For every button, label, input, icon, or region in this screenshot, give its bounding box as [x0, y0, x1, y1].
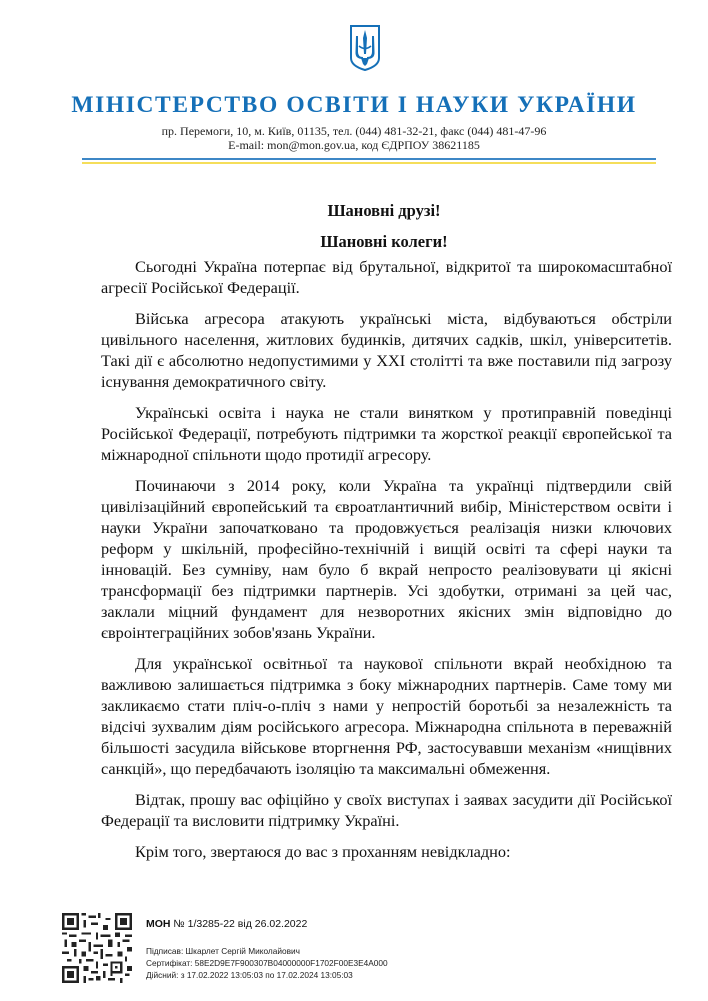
paragraph: Війська агресора атакують українські міста, відбуваються обстріли цивільного населення, житлових будинків, дитячих садків, шкіл, університетів. Такі дії є абсолютно недопустимими у XXI столітті та вже поставили під загрозу існування демократичного світу.	[101, 309, 672, 391]
registration-number	[146, 918, 307, 930]
paragraph: Відтак, прошу вас офіційно у своїх виступах і заявах засудити дії Російської Федерації та висловити підтримку Україні.	[101, 790, 672, 830]
ministry-contacts: E-mail: mon@mon.gov.ua, код ЄДРПОУ 38621185	[228, 138, 480, 152]
salutation: Шановні колеги!	[320, 232, 448, 251]
registration-number-value: № 1/3285-22 від 26.02.2022	[173, 918, 308, 930]
certificate-id: Сертифікат: 58E2D9E7F900307B04000000F1702F00E3E4A000	[146, 958, 388, 968]
signed-by: Підписав: Шкарлет Сергій Миколайович	[146, 946, 301, 956]
paragraph: Крім того, звертаюся до вас з проханням невідкладно:	[135, 842, 511, 861]
paragraph: Сьогодні Україна потерпає від брутальної, відкритої та широкомасштабної агресії Російської Федерації.	[101, 257, 672, 297]
paragraph: Українські освіта і наука не стали винятком у протиправній поведінці Російської Федерації, потребують підтримки та жорсткої реакції європейської та міжнародної спільноти щодо протидії агресору.	[101, 403, 672, 464]
paragraph: Починаючи з 2014 року, коли Україна та українці підтвердили свій цивілізаційний європейський та євроатлантичний вибір, Міністерством освіти і науки України започатковано та продовжується реалізація низки ключових реформ у шкільній, професійно-технічній і вищій освіті та сфері науки та інновацій. Без сумніву, нам було б вкрай непросто реалізовувати ці якісні трансформації без підтримки партнерів. Усі здобутки, отримані за цей час, заклали міцний фундамент для незворотних якісних змін відповідно до євроінтеграційних зобов'язань України.	[101, 476, 672, 642]
letterhead-rule-yellow	[82, 162, 656, 164]
letter-body	[101, 256, 672, 872]
ministry-address: пр. Перемоги, 10, м. Київ, 01135, тел. (044) 481-32-21, факс (044) 481-47-96	[161, 124, 547, 138]
letterhead-rule-blue	[82, 158, 656, 160]
paragraph: Для української освітньої та наукової спільноти вкрай необхідною та важливою залишається підтримка з боку міжнародних партнерів. Саме тому ми закликаємо стати пліч-о-пліч з нами у непростій боротьбі за незалежність та відсічі зухвалим діям російського агресора. Міжнародна спільнота в переважній більшості засудила військове вторгнення РФ, застосувавши механізм «нищівних санкцій», що передбачають ізоляцію та максимальні обмеження.	[101, 654, 672, 778]
ministry-name: МІНІСТЕРСТВО ОСВІТИ І НАУКИ УКРАЇНИ	[71, 92, 637, 118]
registration-org: МОН	[146, 918, 171, 930]
salutation: Шановні друзі!	[327, 201, 441, 220]
certificate-validity: Дійсний: з 17.02.2022 13:05:03 по 17.02.2024 13:05:03	[146, 970, 353, 980]
qr-code-icon	[62, 913, 132, 983]
trident-emblem-icon	[349, 24, 381, 72]
